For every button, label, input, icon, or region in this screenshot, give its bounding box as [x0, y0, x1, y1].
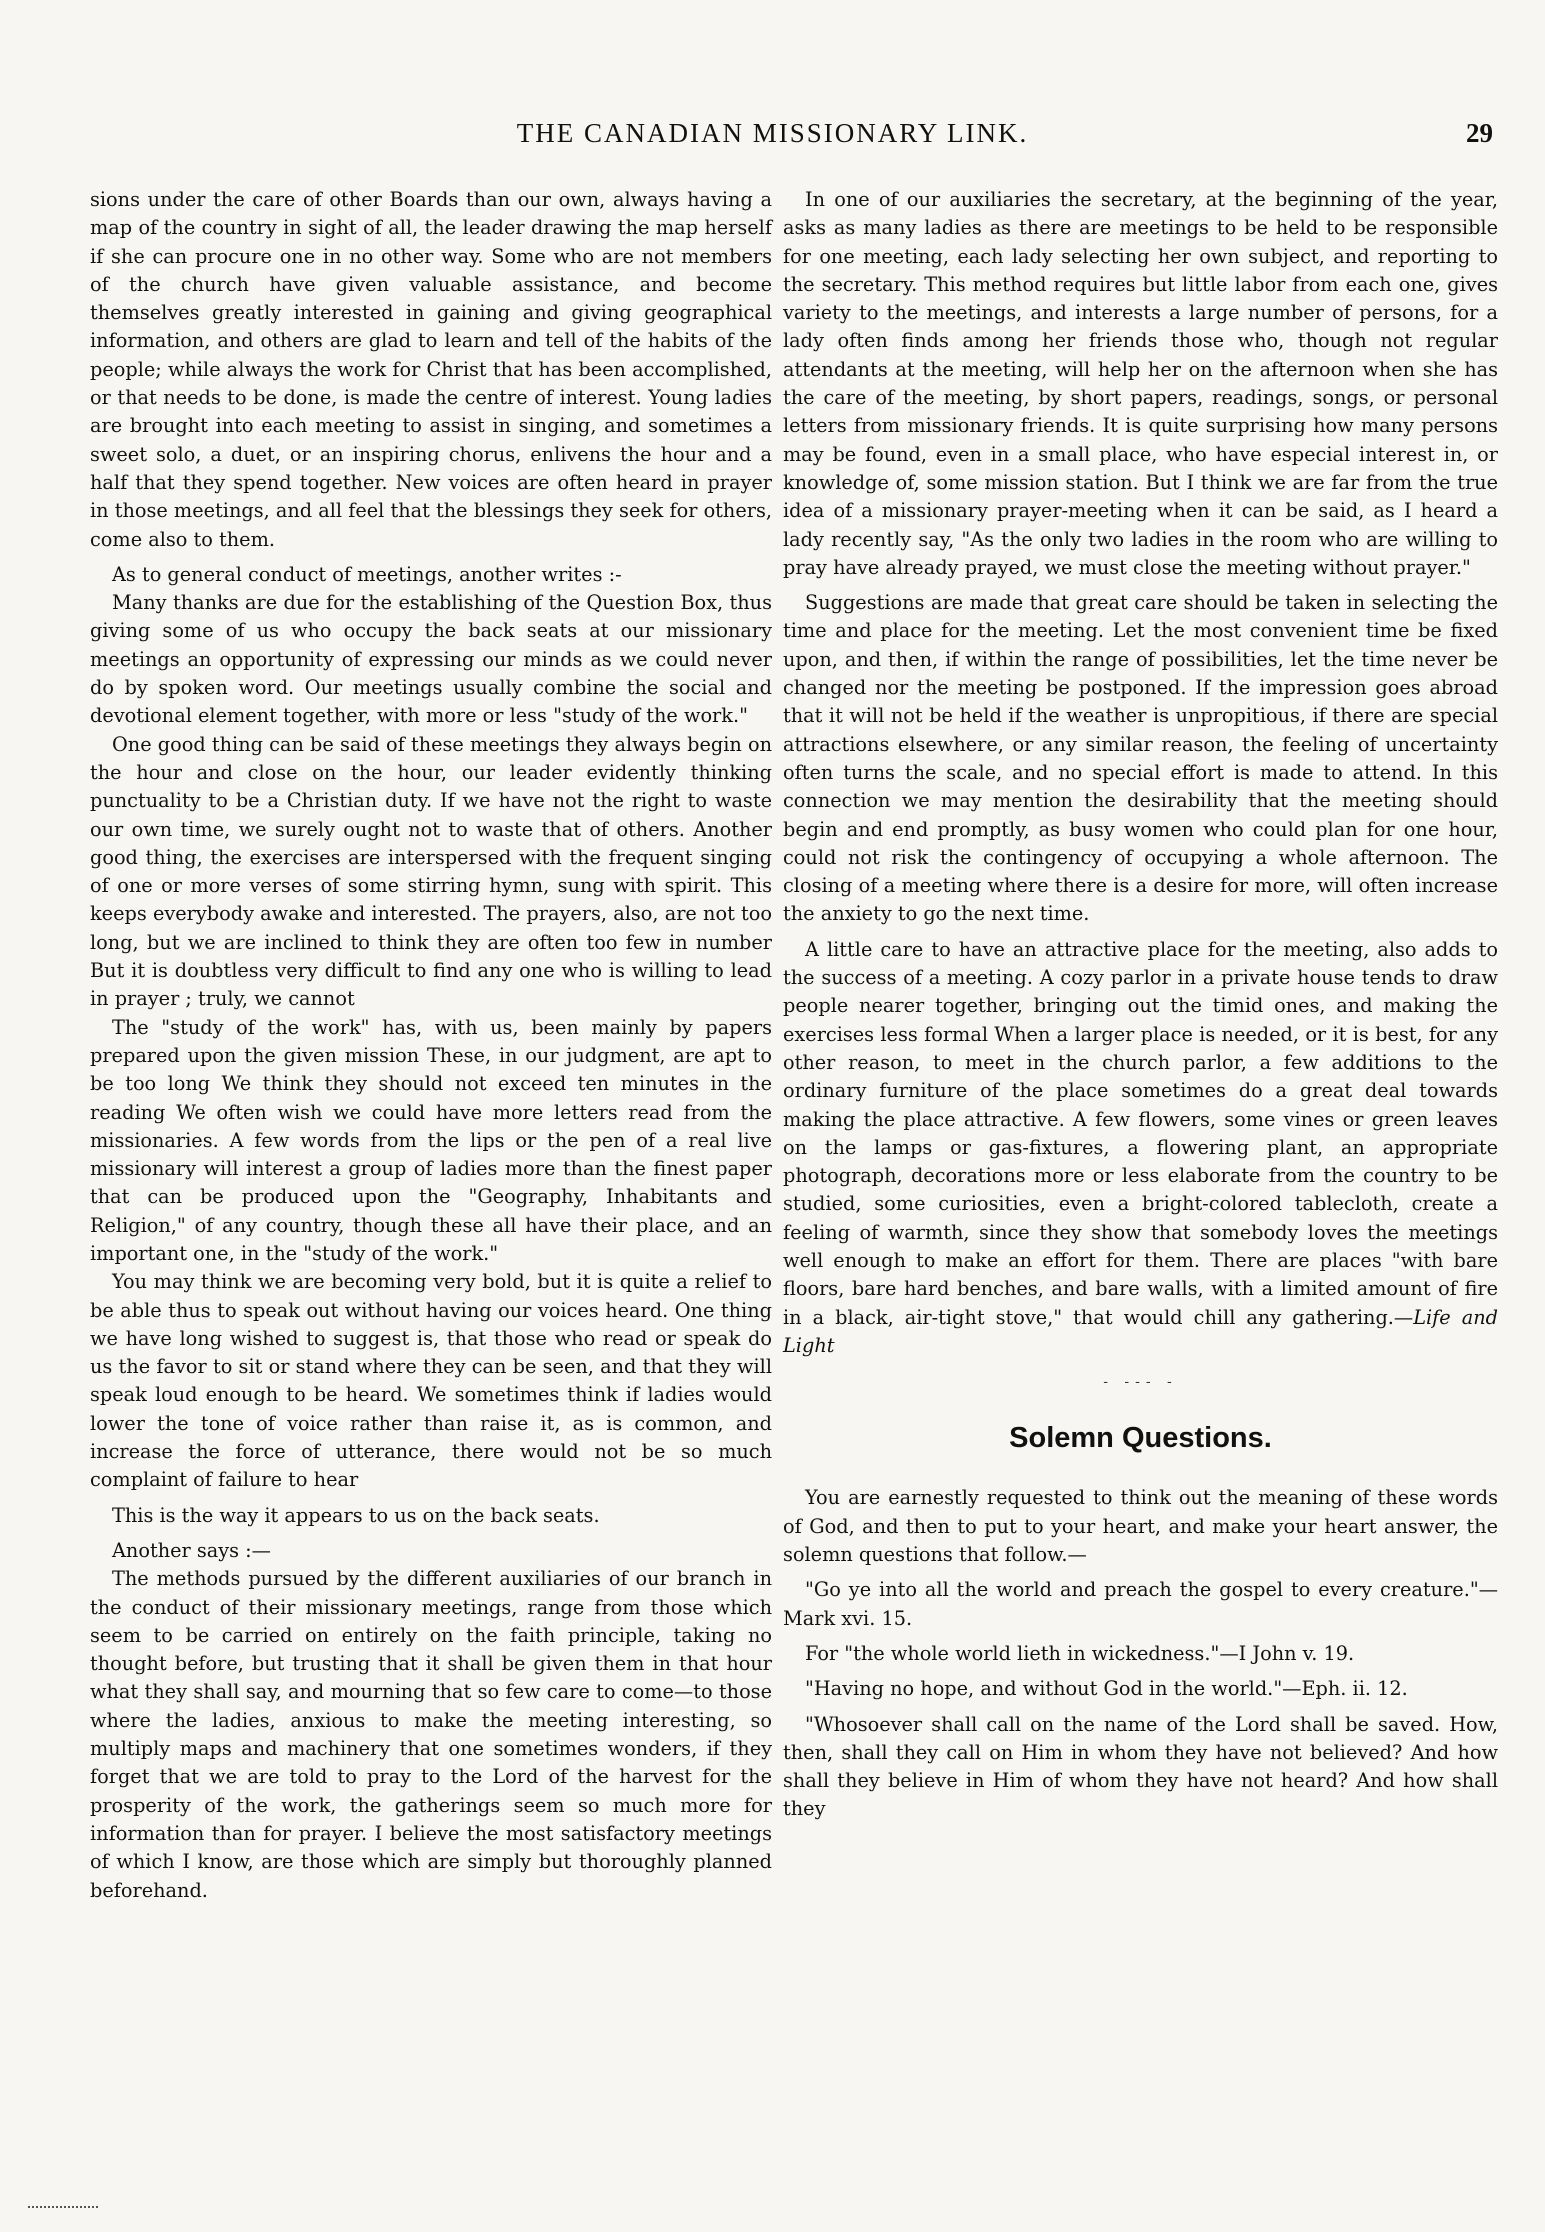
page-header: [0, 118, 1545, 162]
scripture-quote: For "the whole world lieth in wickedness."—I John v. 19.: [805, 1641, 1355, 1665]
section-heading: Solemn Questions.: [1009, 1422, 1272, 1455]
scripture-quote: "Go ye into all the world and preach the gospel to every creature."—Mark xvi. 15.: [783, 1578, 1498, 1630]
paragraph: You may think we are becoming very bold, but it is quite a relief to be able thus to speak out without having our voices heard. One thing we have long wished to suggest is, that those who read or speak do us the favor to sit or stand where they can be seen, and that they will speak loud enough to be heard. We sometimes think if ladies would lower the tone of voice rather than raise it, as is common, and increase the force of utterance, there would not be so much complaint of failure to hear: [90, 1270, 772, 1492]
page-edge-mark: [28, 2206, 98, 2211]
attribution: —Life and Light: [783, 1305, 1498, 1357]
paragraph: Another says :—: [112, 1538, 271, 1562]
paragraph: In one of our auxiliaries the secretary, at the beginning of the year, asks as many ladies as there are meetings to be held to be responsible for one meeting, each lady selecting her own subject, and reporting to the secretary. This method requires but little labor from each one, gives variety to the meetings, and interests a large number of persons, for a lady often finds among her friends those who, though not regular attendants at the meeting, will help her on the afternoon when she has the care of the meeting, by short papers, readings, songs, or personal letters from missionary friends. It is quite surprising how many persons may be found, even in a small place, who have especial interest in, or knowledge of, some mission station. But I think we are far from the true idea of a missionary prayer-meeting when it can be said, as I heard a lady recently say, "As the only two ladies in the room who are willing to pray have already prayed, we must close the meeting without prayer.": [783, 188, 1498, 579]
paragraph: You are earnestly requested to think out the meaning of these words of God, and then to put to your heart, and make your heart answer, the solemn questions that follow.—: [783, 1486, 1498, 1567]
paragraph: [783, 936, 1498, 1360]
paragraph: The "study of the work" has, with us, been mainly by papers prepared upon the given mission These, in our judgment, are apt to be too long We think they should not exceed ten minutes in the reading We often wish we could have more letters read from the missionaries. A few words from the lips or the pen of a real live missionary will interest a group of ladies more than the finest paper that can be produced upon the "Geography, Inhabitants and Religion," of any country, though these all have their place, and an important one, in the "study of the work.": [90, 1015, 772, 1265]
paragraph: sions under the care of other Boards than our own, always having a map of the country in sight of all, the leader drawing the map herself if she can procure one in no other way. Some who are not members of the church have given valuable assistance, and become themselves greatly interested in gaining and giving geographical information, and others are glad to learn and tell of the habits of the people; while always the work for Christ that has been accomplished, or that needs to be done, is made the centre of interest. Young ladies are brought into each meeting to assist in singing, and sometimes a sweet solo, a duet, or an inspiring chorus, enlivens the hour and a half that they spend together. New voices are often heard in prayer in those meetings, and all feel that the blessings they seek for others, come also to them.: [90, 188, 772, 551]
paragraph: One good thing can be said of these meetings they always begin on the hour and close on the hour, our leader evidently thinking punctuality to be a Christian duty. If we have not the right to waste our own time, we surely ought not to waste that of others. Another good thing, the exercises are interspersed with the frequent singing of one or more verses of some stirring hymn, sung with spirit. This keeps everybody awake and interested. The prayers, also, are not too long, but we are inclined to think they are often too few in number But it is doubtless very difficult to find any one who is willing to lead in prayer ; truly, we cannot: [90, 732, 772, 1011]
paragraph: As to general conduct of meetings, another writes :-: [112, 562, 622, 586]
left-column: [90, 186, 772, 1905]
page-number: 29: [1466, 118, 1493, 148]
paragraph: The methods pursued by the different auxiliaries of our branch in the conduct of their missionary meetings, range from those which seem to be carried on entirely on the faith principle, taking no thought before, but trusting that it shall be given them in that hour what they shall say, and mourning that so few care to come—to those where the ladies, anxious to make the meeting interesting, so multiply maps and machinery that one sometimes wonders, if they forget that we are told to pray to the Lord of the harvest for the prosperity of the work, the gatherings seem so much more for information than for prayer. I believe the most satisfactory meetings of which I know, are those which are simply but thoroughly planned beforehand.: [90, 1567, 772, 1902]
paragraph: Suggestions are made that great care should be taken in selecting the time and place for the meeting. Let the most convenient time be fixed upon, and then, if within the range of possibilities, let the time never be changed nor the meeting be postponed. If the impression goes abroad that it will not be held if the weather is unpropitious, if there are special attractions elsewhere, or any similar reason, the feeling of uncertainty often turns the scale, and no special effort is made to attend. In this connection we may mention the desirability that the meeting should begin and end promptly, as busy women who could plan for one hour, could not risk the contingency of occupying a whole afternoon. The closing of a meeting where there is a desire for more, will often increase the anxiety to go the next time.: [783, 591, 1498, 926]
running-title: THE CANADIAN MISSIONARY LINK.: [516, 118, 1029, 148]
paragraph-text: A little care to have an attractive place for the meeting, also adds to the success of a meeting. A cozy parlor in a private house tends to draw people nearer together, bringing out the timid ones, and making the exercises less formal When a larger place is needed, or it is best, for any other reason, to meet in the church parlor, a few additions to the ordinary furniture of the place sometimes do a great deal towards making the place attractive. A few flowers, some vines or green leaves on the lamps or gas-fixtures, a flowering plant, an appropriate photograph, decorations more or less elaborate from the country to be studied, some curiosities, even a bright-colored tablecloth, create a feeling of warmth, since they show that somebody loves the meetings well enough to make an effort for them. There are places "with bare floors, bare hard benches, and bare walls, with a limited amount of fire in a black, air-tight stove," that would chill any gathering.: [783, 937, 1498, 1329]
section-separator: - --- -: [1103, 1374, 1178, 1391]
paragraph: Many thanks are due for the establishing of the Question Box, thus giving some of us who occupy the back seats at our missionary meetings an opportunity of expressing our minds as we could never do by spoken word. Our meetings usually combine the social and devotional element together, with more or less "study of the work.": [90, 591, 772, 728]
scripture-quote: "Whosoever shall call on the name of the Lord shall be saved. How, then, shall they call on Him in whom they have not believed? And how shall they believe in Him of whom they have not heard? And how shall they: [783, 1712, 1498, 1821]
right-column: [783, 186, 1498, 1824]
scripture-quote: "Having no hope, and without God in the world."—Eph. ii. 12.: [805, 1677, 1408, 1701]
paragraph: This is the way it appears to us on the back seats.: [112, 1503, 600, 1527]
